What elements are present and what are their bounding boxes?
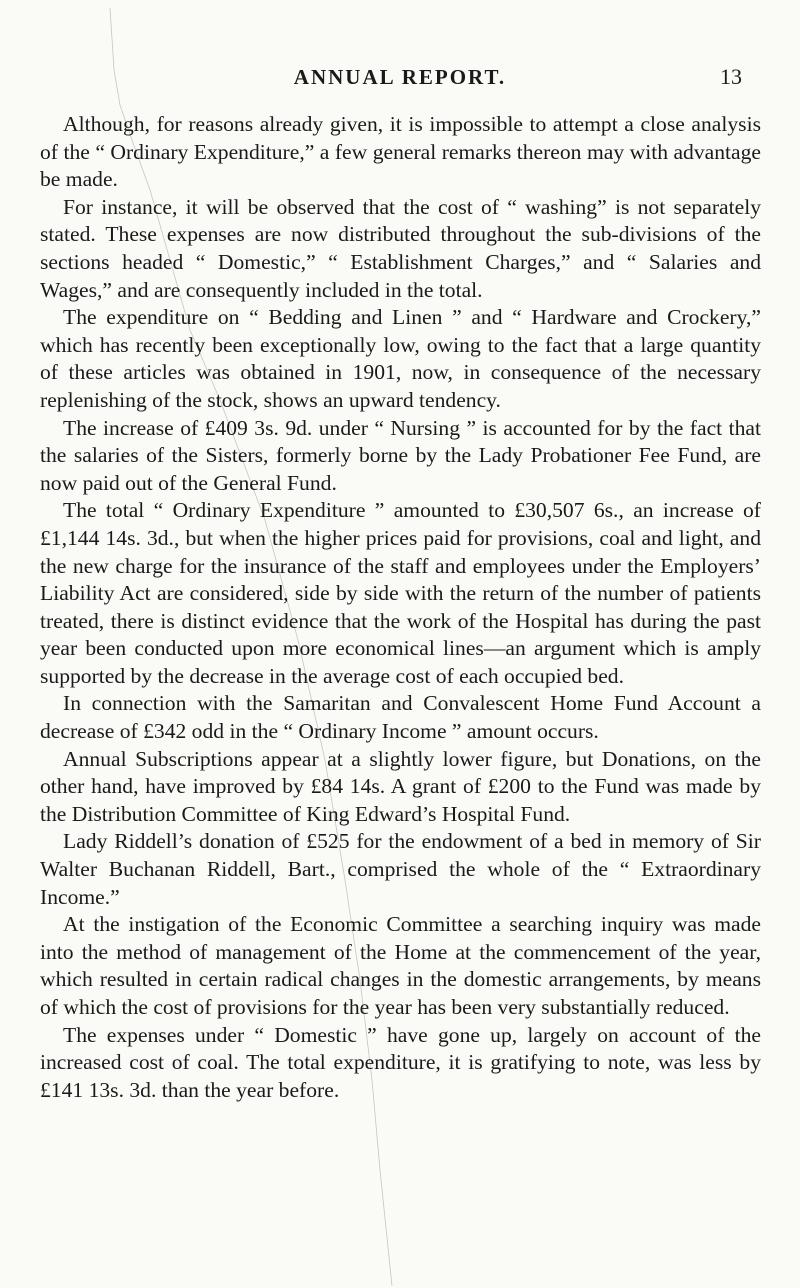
header-title: ANNUAL REPORT. [293, 65, 507, 89]
paragraph: Lady Riddell’s donation of £525 for the endowment of a bed in memory of Sir Walter Buchanan Riddell, Bart., comprised the whole of the “ Extraordinary Income.” [40, 829, 761, 909]
paragraph: The total “ Ordinary Expenditure ” amounted to £30,507 6s., an increase of £1,144 14s. 3d., but when the higher prices paid for provisions, coal and light, and the new charge for the insurance of the staff and employees under the Employers’ Liability Act are considered, side by side with the return of the number of patients treated, there is distinct evidence that the work of the Hospital has during the past year been conducted upon more economical lines—an argument which is amply supported by the decrease in the average cost of each occupied bed. [40, 498, 761, 688]
paragraph: The expenses under “ Domestic ” have gone up, largely on account of the increased cost of coal. The total expenditure, it is gratifying to note, was less by £141 13s. 3d. than the year before. [40, 1022, 761, 1102]
paragraph: Annual Subscriptions appear at a slightly lower figure, but Donations, on the other hand, have improved by £84 14s. A grant of £200 to the Fund was made by the Distribution Committee of King Edward’s Hospital Fund. [40, 746, 761, 826]
paragraph: At the instigation of the Economic Committee a searching inquiry was made into the method of management of the Home at the commencement of the year, which resulted in certain radical changes in the domestic arrangements, by means of which the cost of provisions for the year has been very substantially reduced. [40, 912, 761, 1019]
paragraph: The expenditure on “ Bedding and Linen ” and “ Hardware and Crockery,” which has recently been exceptionally low, owing to the fact that a large quantity of these articles was obtained in 1901, now, in consequence of the necessary replenishing of the stock, shows an upward tendency. [40, 305, 761, 412]
body-text [40, 111, 761, 1104]
paragraph: In connection with the Samaritan and Convalescent Home Fund Account a decrease of £342 odd in the “ Ordinary Income ” amount occurs. [40, 691, 761, 744]
paragraph: Although, for reasons already given, it is impossible to attempt a close analysis of the “ Ordinary Expenditure,” a few general remarks thereon may with advantage be made. [40, 112, 761, 192]
page-number: 13 [720, 64, 742, 89]
paragraph: For instance, it will be observed that the cost of “ washing” is not separately stated. These expenses are now distributed throughout the sub-divisions of the sections headed “ Domestic,” “ Establishment Charges,” and “ Salaries and Wages,” and are consequently included in the total. [40, 194, 761, 302]
paragraph: The increase of £409 3s. 9d. under “ Nursing ” is accounted for by the fact that the salaries of the Sisters, formerly borne by the Lady Probationer Fee Fund, are now paid out of the General Fund. [40, 415, 761, 495]
running-header [0, 62, 800, 92]
